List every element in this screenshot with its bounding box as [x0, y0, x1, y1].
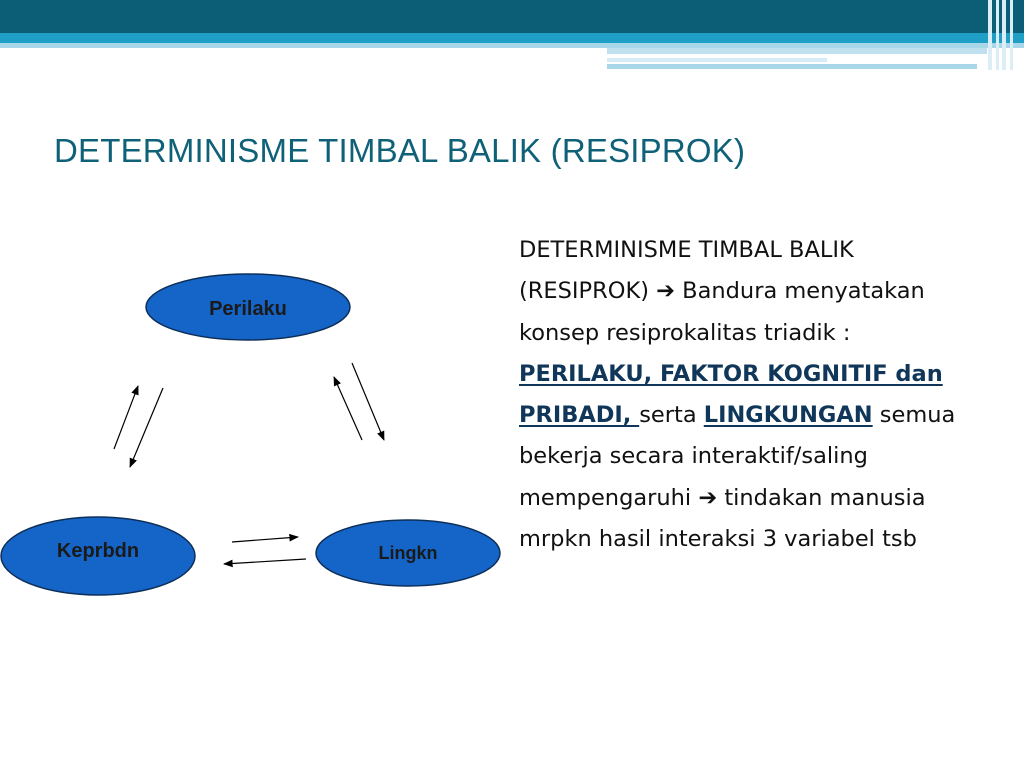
- body-text: [519, 230, 969, 560]
- arrow-keprbdn-to-perilaku: [114, 386, 138, 449]
- node-keprbdn-label: Keprbdn: [56, 540, 140, 562]
- node-keprbdn: [1, 517, 195, 595]
- arrow-keprbdn-to-lingkn: [232, 537, 298, 542]
- node-perilaku-label: Perilaku: [209, 298, 287, 320]
- key-term-perilaku: PERILAKU, FAKTOR KOGNITIF dan PRIBADI,: [519, 360, 943, 429]
- header-strip: [607, 64, 977, 69]
- triadic-diagram: [0, 260, 510, 610]
- key-term-lingkungan: LINGKUNGAN: [703, 402, 873, 429]
- right-arrow-icon: ➔: [698, 484, 718, 511]
- arrow-lingkn-to-perilaku: [334, 377, 362, 440]
- node-lingkn-label: Lingkn: [378, 543, 438, 563]
- slide-title: DETERMINISME TIMBAL BALIK (RESIPROK): [54, 132, 746, 169]
- body-text-conclusion: tindakan manusia mrpkn hasil interaksi 3 variabel tsb: [519, 484, 926, 553]
- header-strip: [607, 48, 987, 54]
- body-text-concept: Bandura menyatakan konsep resiprokalitas triadik :: [519, 278, 925, 346]
- header-band-mid: [0, 33, 1024, 43]
- body-text-interaction: semua bekerja secara interaktif/saling mempengaruhi: [519, 402, 956, 511]
- header-strip: [827, 56, 947, 58]
- header-band-dark: [0, 0, 1024, 33]
- node-perilaku: [146, 274, 350, 340]
- node-lingkn: [316, 520, 500, 586]
- header-vertical-bars: [988, 0, 1024, 70]
- right-arrow-icon: ➔: [656, 278, 676, 305]
- header-strip: [607, 58, 827, 62]
- body-text-serta: serta: [639, 402, 704, 429]
- arrow-lingkn-to-keprbdn: [224, 559, 306, 564]
- arrow-perilaku-to-keprbdn: [130, 388, 163, 467]
- body-text-intro: DETERMINISME TIMBAL BALIK (RESIPROK): [519, 237, 854, 305]
